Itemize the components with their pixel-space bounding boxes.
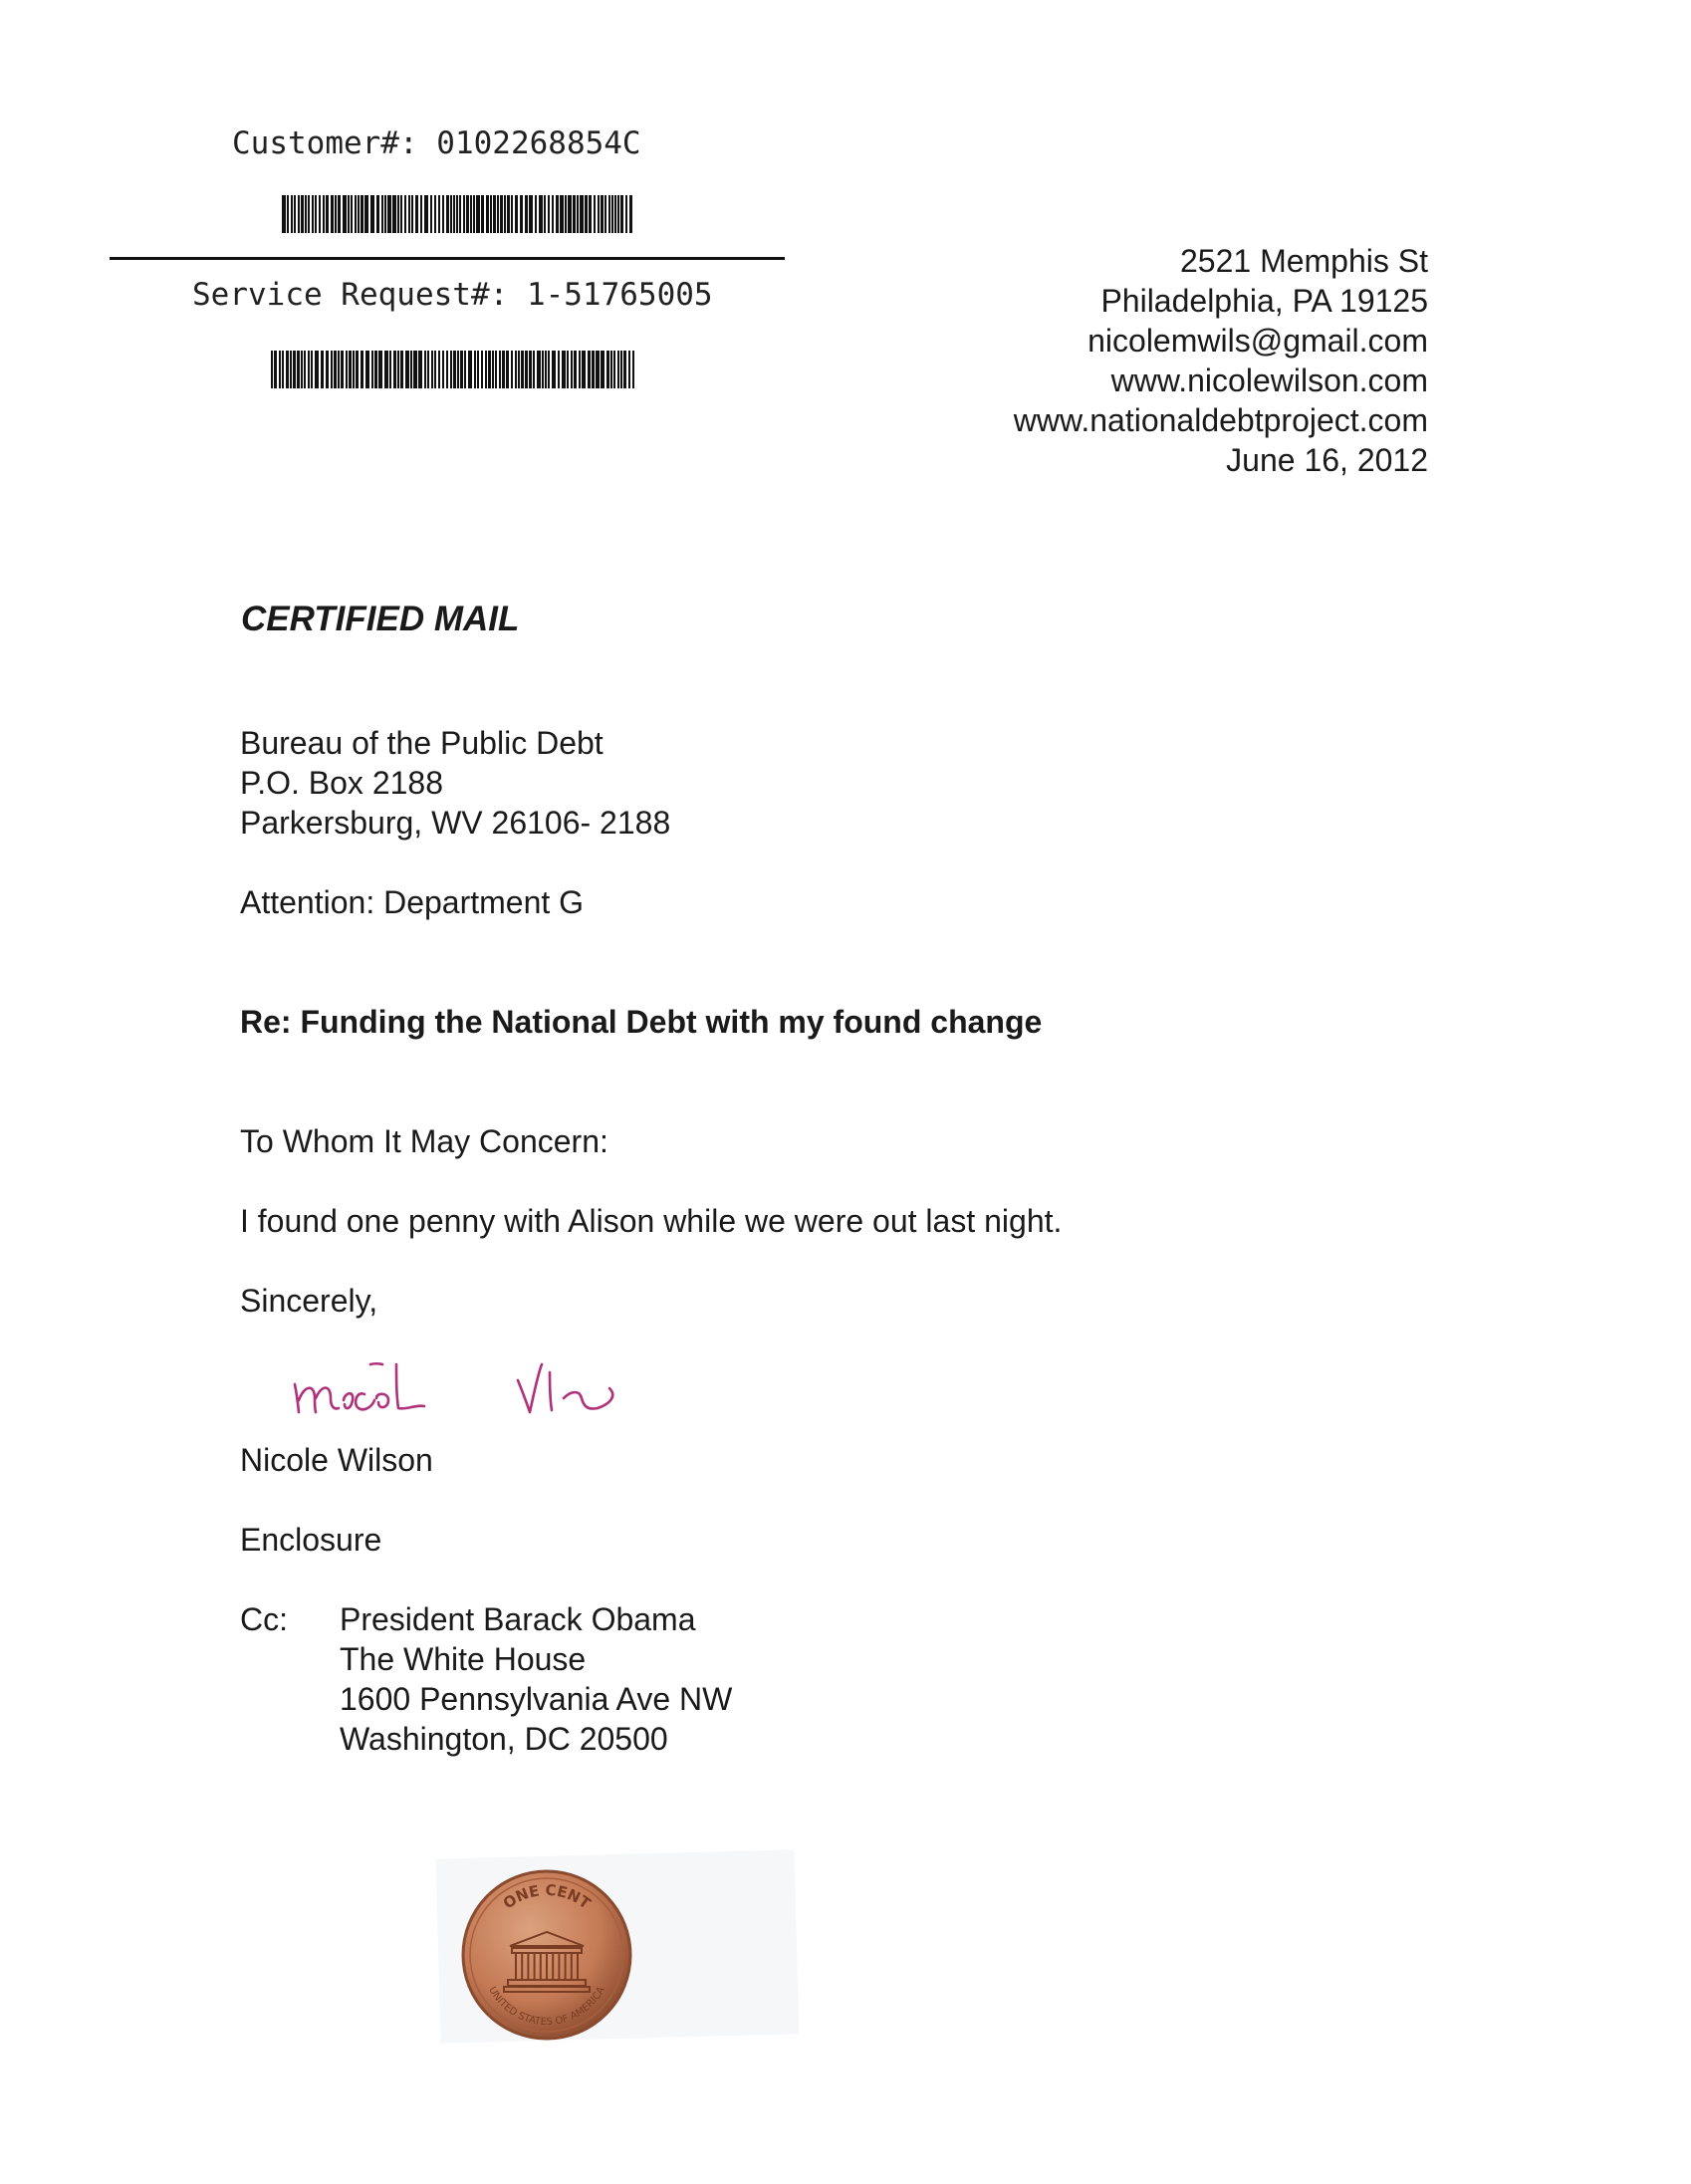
attention-line: Attention: Department G [240,884,585,920]
barcode-bar [485,351,487,388]
barcode-bar [365,351,369,388]
barcode-bar [312,195,314,233]
barcode-bar [286,351,289,388]
barcode-bar [613,351,615,388]
barcode-bar [632,351,634,388]
barcode-bar [397,351,399,388]
barcode-bar [477,351,479,388]
customer-barcode [282,195,632,233]
barcode-bar [529,195,533,233]
barcode-bar [573,195,576,233]
barcode-bar [474,351,476,388]
barcode-bar [418,351,422,388]
barcode-bar [331,195,334,233]
service-request-barcode [271,351,635,388]
barcode-bar [504,195,506,233]
barcode-bar [459,195,461,233]
barcode-bar [438,351,440,388]
signer-name: Nicole Wilson [240,1442,433,1478]
closing: Sincerely, [240,1283,378,1319]
barcode-bar [411,195,413,233]
barcode-bar [571,351,573,388]
barcode-bar [594,195,596,233]
barcode-bar [335,195,337,233]
barcode-bar [304,351,306,388]
barcode-bar [495,351,497,388]
barcode-bar [515,195,518,233]
cc-address [340,1599,732,1759]
barcode-bar [415,195,418,233]
barcode-bar [326,351,329,388]
barcode-bar [579,351,581,388]
barcode-bar [353,351,355,388]
letter-date: June 16, 2012 [1226,442,1428,478]
sender-website-2: www.nationaldebtproject.com [1013,402,1428,438]
barcode-bar [356,351,359,388]
sender-street: 2521 Memphis St [1179,243,1428,279]
barcode-bar [427,351,429,388]
barcode-bar [521,351,524,388]
barcode-bar [290,351,292,388]
salutation: To Whom It May Concern: [240,1123,608,1159]
barcode-bar [604,195,606,233]
barcode-bar [370,195,374,233]
barcode-bar [410,351,412,388]
barcode-bar [315,351,319,388]
barcode-bar [614,195,616,233]
recipient-city: Parkersburg, WV 26106- 2188 [240,805,671,841]
barcode-bar [456,195,458,233]
cc-street: 1600 Pennsylvania Ave NW [340,1681,733,1717]
barcode-bar [535,195,537,233]
barcode-bar [291,195,293,233]
barcode-bar [617,195,619,233]
barcode-bar [511,351,513,388]
barcode-bar [378,351,382,388]
barcode-bar [497,195,499,233]
barcode-bar [301,351,303,388]
barcode-bar [442,351,444,388]
barcode-bar [405,351,409,388]
barcode-bar [562,351,566,388]
barcode-bar [610,351,612,388]
barcode-bar [520,195,523,233]
barcode-bar [271,351,273,388]
barcode-bar [490,195,492,233]
barcode-bar [301,195,304,233]
barcode-bar [321,351,324,388]
barcode-bar [493,195,496,233]
barcode-bar [481,351,483,388]
barcode-bar [287,195,289,233]
barcode-bar [542,351,544,388]
barcode-bar [453,351,456,388]
barcode-bar [464,351,466,388]
barcode-bar [434,351,436,388]
recipient-name: Bureau of the Public Debt [240,725,604,761]
barcode-bar [460,351,463,388]
barcode-bar [434,195,436,233]
barcode-bar [466,195,469,233]
sender-address [1014,241,1428,480]
barcode-bar [331,351,333,388]
barcode-bar [533,351,535,388]
barcode-bar [560,195,564,233]
barcode-bar [361,195,363,233]
barcode-bar [488,351,491,388]
sender-city: Philadelphia, PA 19125 [1100,283,1428,319]
service-request-number: Service Request#: 1-51765005 [192,277,713,313]
barcode-bar [592,351,595,388]
barcode-bar [400,351,403,388]
barcode-bar [588,351,591,388]
barcode-bar [424,195,428,233]
header-divider [110,257,785,260]
barcode-bar [470,195,472,233]
barcode-bar [282,195,286,233]
barcode-bar [349,351,352,388]
barcode-bar [506,351,509,388]
barcode-bar [473,195,475,233]
barcode-bar [606,351,609,388]
sender-website-1: www.nicolewilson.com [1110,363,1428,398]
barcode-bar [577,195,579,233]
barcode-bar [515,351,517,388]
barcode-bar [529,351,532,388]
barcode-bar [393,351,396,388]
barcode-bar [589,195,592,233]
barcode-bar [596,351,600,388]
barcode-bar [601,351,604,388]
barcode-bar [507,195,510,233]
barcode-bar [539,195,543,233]
barcode-bar [450,351,452,388]
barcode-bar [389,351,391,388]
barcode-bar [334,351,337,388]
barcode-bar [358,195,360,233]
barcode-bar [351,195,353,233]
cc-name: President Barack Obama [340,1601,696,1637]
barcode-bar [400,195,402,233]
barcode-bar [408,195,410,233]
barcode-bar [338,195,341,233]
barcode-bar [625,195,627,233]
barcode-bar [525,351,528,388]
barcode-bar [348,195,350,233]
barcode-bar [446,195,449,233]
barcode-bar [323,195,325,233]
cc-label: Cc: [240,1601,288,1637]
barcode-bar [502,351,505,388]
handwritten-signature [289,1354,707,1434]
barcode-bar [580,195,584,233]
barcode-bar [620,351,622,388]
barcode-bar [623,351,626,388]
barcode-bar [326,195,329,233]
barcode-bar [293,351,296,388]
barcode-bar [338,351,340,388]
letter-body: I found one penny with Alison while we were out last night. [240,1203,1063,1239]
barcode-bar [481,195,484,233]
barcode-bar [617,351,619,388]
barcode-bar [308,195,310,233]
barcode-bar [315,195,317,233]
barcode-bar [548,351,550,388]
barcode-bar [282,351,284,388]
barcode-bar [384,351,388,388]
barcode-bar [381,195,383,233]
barcode-bar [430,195,432,233]
barcode-bar [552,195,554,233]
barcode-bar [608,195,610,233]
barcode-bar [567,351,569,388]
barcode-bar [601,195,604,233]
barcode-bar [308,351,310,388]
barcode-bar [364,195,368,233]
barcode-bar [568,195,572,233]
barcode-bar [420,195,422,233]
barcode-bar [297,351,300,388]
barcode-bar [558,351,560,388]
barcode-bar [518,351,520,388]
barcode-bar [392,195,396,233]
barcode-bar [424,351,426,388]
cc-org: The White House [340,1641,587,1677]
barcode-bar [294,195,296,233]
barcode-bar [628,351,630,388]
barcode-bar [629,195,632,233]
coin-bottom-text: UNITED STATES OF AMERICA [486,1985,607,2029]
subject-line: Re: Funding the National Debt with my found change [240,1004,1043,1040]
barcode-bar [511,195,513,233]
barcode-bar [548,195,550,233]
barcode-bar [500,195,503,233]
mail-type-heading: CERTIFIED MAIL [241,600,520,638]
barcode-bar [346,351,348,388]
barcode-bar [492,351,494,388]
barcode-bar [556,195,559,233]
barcode-bar [457,351,459,388]
barcode-bar [431,351,433,388]
barcode-bar [404,195,406,233]
barcode-bar [525,195,528,233]
barcode-bar [305,195,307,233]
sender-email: nicolemwils@gmail.com [1087,323,1428,359]
barcode-bar [476,195,480,233]
recipient-po-box: P.O. Box 2188 [240,765,443,801]
barcode-bar [598,195,600,233]
barcode-bar [545,351,547,388]
barcode-bar [413,351,417,388]
barcode-bar [442,195,444,233]
barcode-bar [438,195,440,233]
barcode-bar [384,195,386,233]
barcode-bar [361,351,363,388]
barcode-bar [486,195,489,233]
barcode-bar [453,195,455,233]
barcode-bar [274,351,277,388]
barcode-bar [446,351,448,388]
barcode-bar [620,195,623,233]
barcode-bar [319,195,321,233]
barcode-bar [341,351,344,388]
barcode-bar [374,351,377,388]
coin-top-text: ONE CENT [499,1880,595,1913]
barcode-bar [544,195,546,233]
barcode-bar [611,195,613,233]
barcode-bar [387,195,391,233]
barcode-bar [585,195,588,233]
barcode-bar [574,351,577,388]
barcode-bar [499,351,501,388]
barcode-bar [463,195,465,233]
barcode-bar [311,351,313,388]
penny-coin [460,1868,633,2042]
enclosure-note: Enclosure [240,1522,382,1558]
barcode-bar [468,351,472,388]
customer-number: Customer#: 0102268854C [232,125,641,161]
barcode-bar [343,195,347,233]
barcode-bar [371,351,373,388]
barcode-bar [582,351,586,388]
barcode-bar [376,195,379,233]
barcode-bar [552,351,556,388]
barcode-bar [537,351,541,388]
barcode-bar [397,195,399,233]
barcode-bar [355,195,357,233]
cc-city: Washington, DC 20500 [340,1721,668,1757]
barcode-bar [298,195,300,233]
barcode-bar [565,195,567,233]
barcode-bar [279,351,281,388]
barcode-bar [450,195,452,233]
recipient-address [240,723,670,843]
